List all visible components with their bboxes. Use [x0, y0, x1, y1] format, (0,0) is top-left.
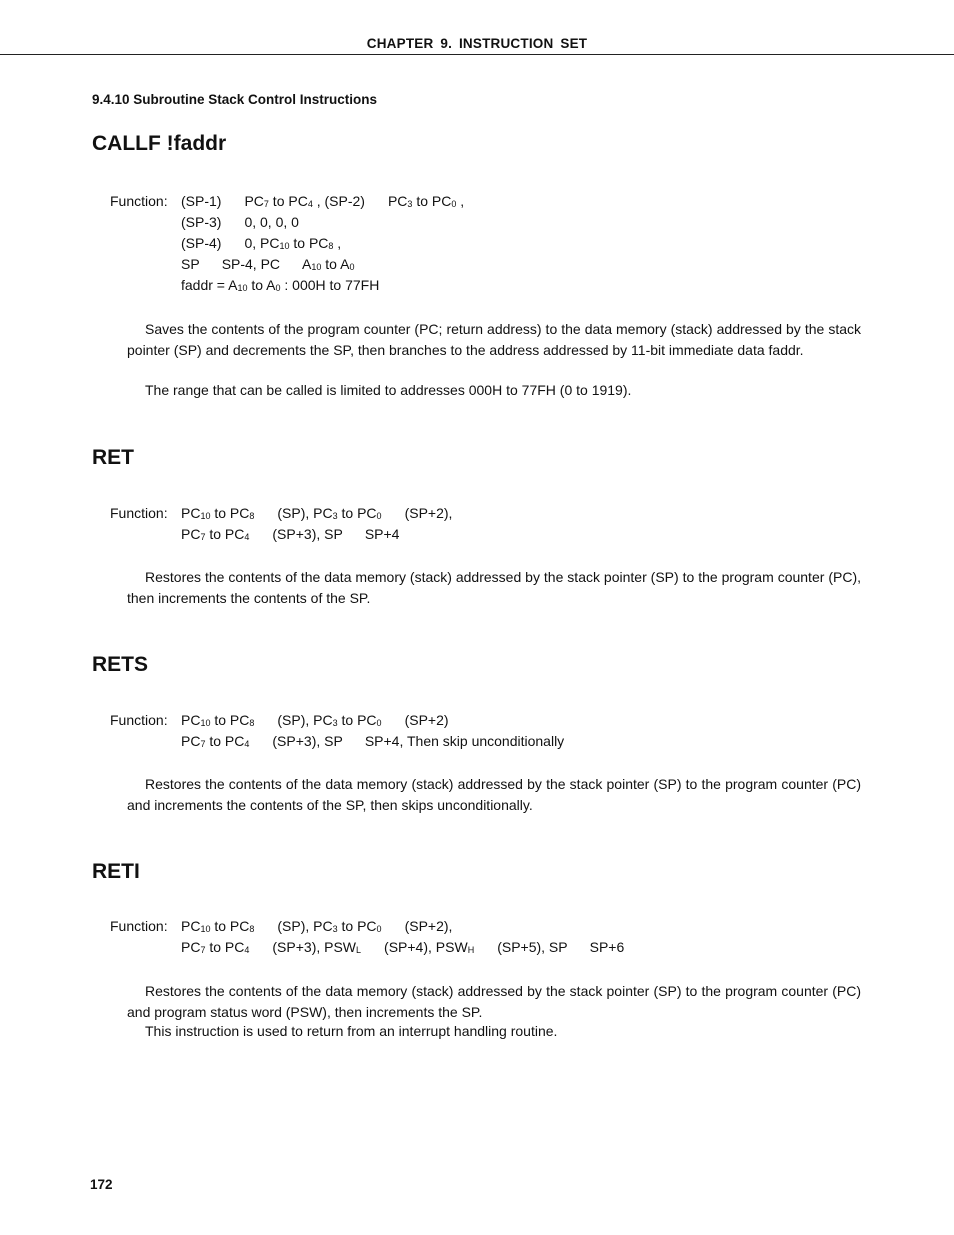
section-title: 9.4.10 Subroutine Stack Control Instructions — [92, 92, 378, 107]
instruction-note: This instruction is used to return from an interrupt handling routine. — [145, 1023, 558, 1039]
function-line: $PC_{10}$ to $PC_8$ (SP), $PC_3$ to $PC_0$ (SP+2), — [181, 505, 453, 521]
instruction-description: Restores the contents of the data memory (stack) addressed by the stack pointer (SP) to the program counter (PC), then increments the contents of the SP. — [127, 569, 861, 606]
function-line: $PC_{10}$ to $PC_8$ (SP), $PC_3$ to $PC_0$ (SP+2) — [181, 712, 449, 728]
header-rule — [0, 54, 954, 55]
function-line: faddr = $A_{10}$ to $A_0$ : 000H to 77FH — [181, 277, 380, 293]
instruction-description: Restores the contents of the data memory (stack) addressed by the stack pointer (SP) to the program counter (PC) and program status word (PSW), then increments the SP. — [127, 983, 861, 1020]
function-line: (SP-4) 0, $PC_{10}$ to $PC_8$ , — [181, 235, 342, 251]
function-line: $PC_7$ to $PC_4$ (SP+3), SP SP+4, Then skip unconditionally — [181, 733, 565, 749]
function-label: Function: — [110, 712, 168, 728]
function-label: Function: — [110, 505, 168, 521]
instruction-title-ret: RET — [92, 446, 134, 469]
instruction-title-reti: RETI — [92, 860, 140, 883]
function-line: SP SP-4, PC $A_{10}$ to $A_0$ — [181, 256, 355, 272]
instruction-title-callf: CALLF !faddr — [92, 132, 227, 155]
instruction-description: Saves the contents of the program counter (PC; return address) to the data memory (stack) addressed by the stack pointer (SP) and decrements the SP, then branches to the address addressed by 11-bit immediate data faddr. — [127, 321, 861, 358]
function-line: $PC_{10}$ to $PC_8$ (SP), $PC_3$ to $PC_0$ (SP+2), — [181, 918, 453, 934]
function-line: $PC_7$ to $PC_4$ (SP+3), SP SP+4 — [181, 526, 400, 542]
function-line: (SP-1) $PC_7$ to $PC_4$ , (SP-2) $PC_3$ to $PC_0$ , — [181, 193, 465, 209]
function-line: (SP-3) 0, 0, 0, 0 — [181, 214, 299, 230]
function-line: $PC_7$ to $PC_4$ (SP+3), $PSW_L$ (SP+4), $PSW_H$ (SP+5), SP SP+6 — [181, 939, 625, 955]
chapter-header: CHAPTER 9. INSTRUCTION SET — [366, 36, 588, 51]
function-label: Function: — [110, 193, 168, 209]
function-label: Function: — [110, 918, 168, 934]
instruction-title-rets: RETS — [92, 653, 149, 676]
instruction-note: The range that can be called is limited to addresses 000H to 77FH (0 to 1919). — [145, 382, 632, 398]
instruction-description: Restores the contents of the data memory (stack) addressed by the stack pointer (SP) to the program counter (PC) and increments the contents of the SP, then skips unconditionally. — [127, 776, 861, 813]
page-number: 172 — [90, 1177, 113, 1192]
